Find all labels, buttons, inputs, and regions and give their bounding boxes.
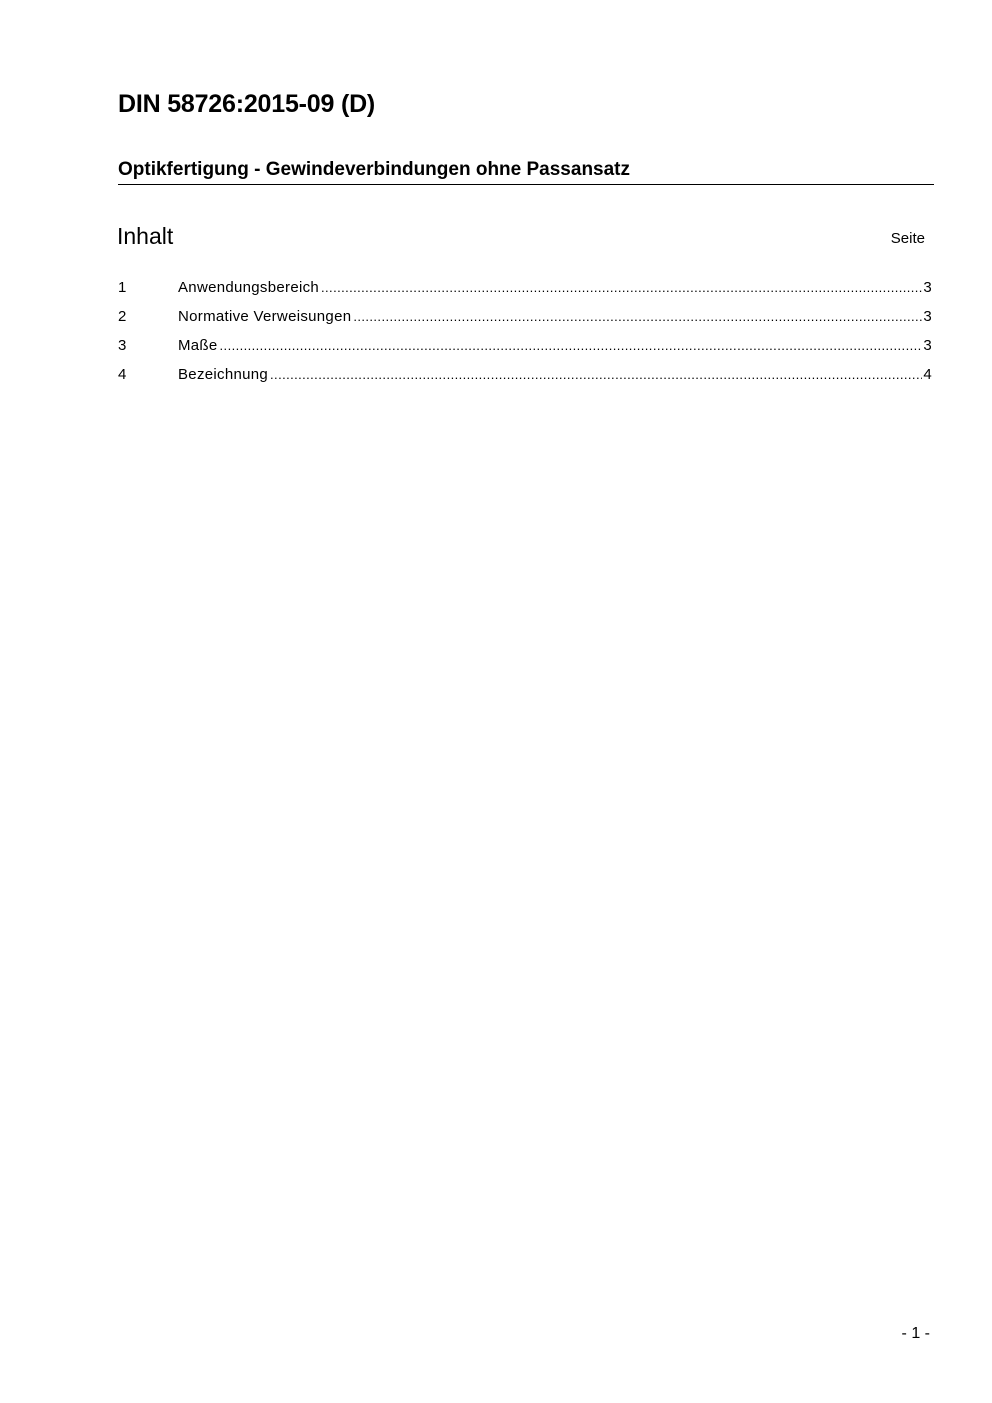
- document-title: Optikfertigung - Gewindeverbindungen ohne Passansatz: [118, 159, 631, 180]
- toc-entry-title[interactable]: Maße: [178, 337, 218, 354]
- toc-entry[interactable]: [118, 364, 932, 393]
- title-rule: [118, 156, 934, 185]
- toc-entry-title[interactable]: Bezeichnung: [178, 366, 269, 383]
- toc-leader-dots: [220, 335, 923, 357]
- table-of-contents: [118, 277, 932, 393]
- toc-entry-page[interactable]: 3: [923, 337, 932, 354]
- toc-heading: Inhalt: [117, 223, 174, 249]
- toc-entry-number: 3: [118, 337, 127, 354]
- toc-entry-number: 2: [118, 308, 127, 325]
- toc-entry[interactable]: [118, 306, 932, 335]
- toc-entry-page[interactable]: 3: [923, 279, 932, 296]
- toc-entry[interactable]: [118, 335, 932, 364]
- toc-page-column-label: Seite: [890, 230, 925, 247]
- page-number: - 1 -: [901, 1325, 930, 1342]
- toc-leader-dots: [270, 364, 922, 386]
- toc-entry-title[interactable]: Anwendungsbereich: [178, 279, 320, 296]
- toc-entry-page[interactable]: 4: [923, 366, 932, 383]
- document-id: DIN 58726:2015-09 (D): [118, 90, 376, 118]
- toc-entry-number: 4: [118, 366, 127, 383]
- toc-entry-number: 1: [118, 279, 127, 296]
- toc-leader-dots: [353, 306, 922, 328]
- toc-entry[interactable]: [118, 277, 932, 306]
- toc-leader-dots: [321, 277, 922, 299]
- toc-entry-title[interactable]: Normative Verweisungen: [178, 308, 352, 325]
- toc-entry-page[interactable]: 3: [923, 308, 932, 325]
